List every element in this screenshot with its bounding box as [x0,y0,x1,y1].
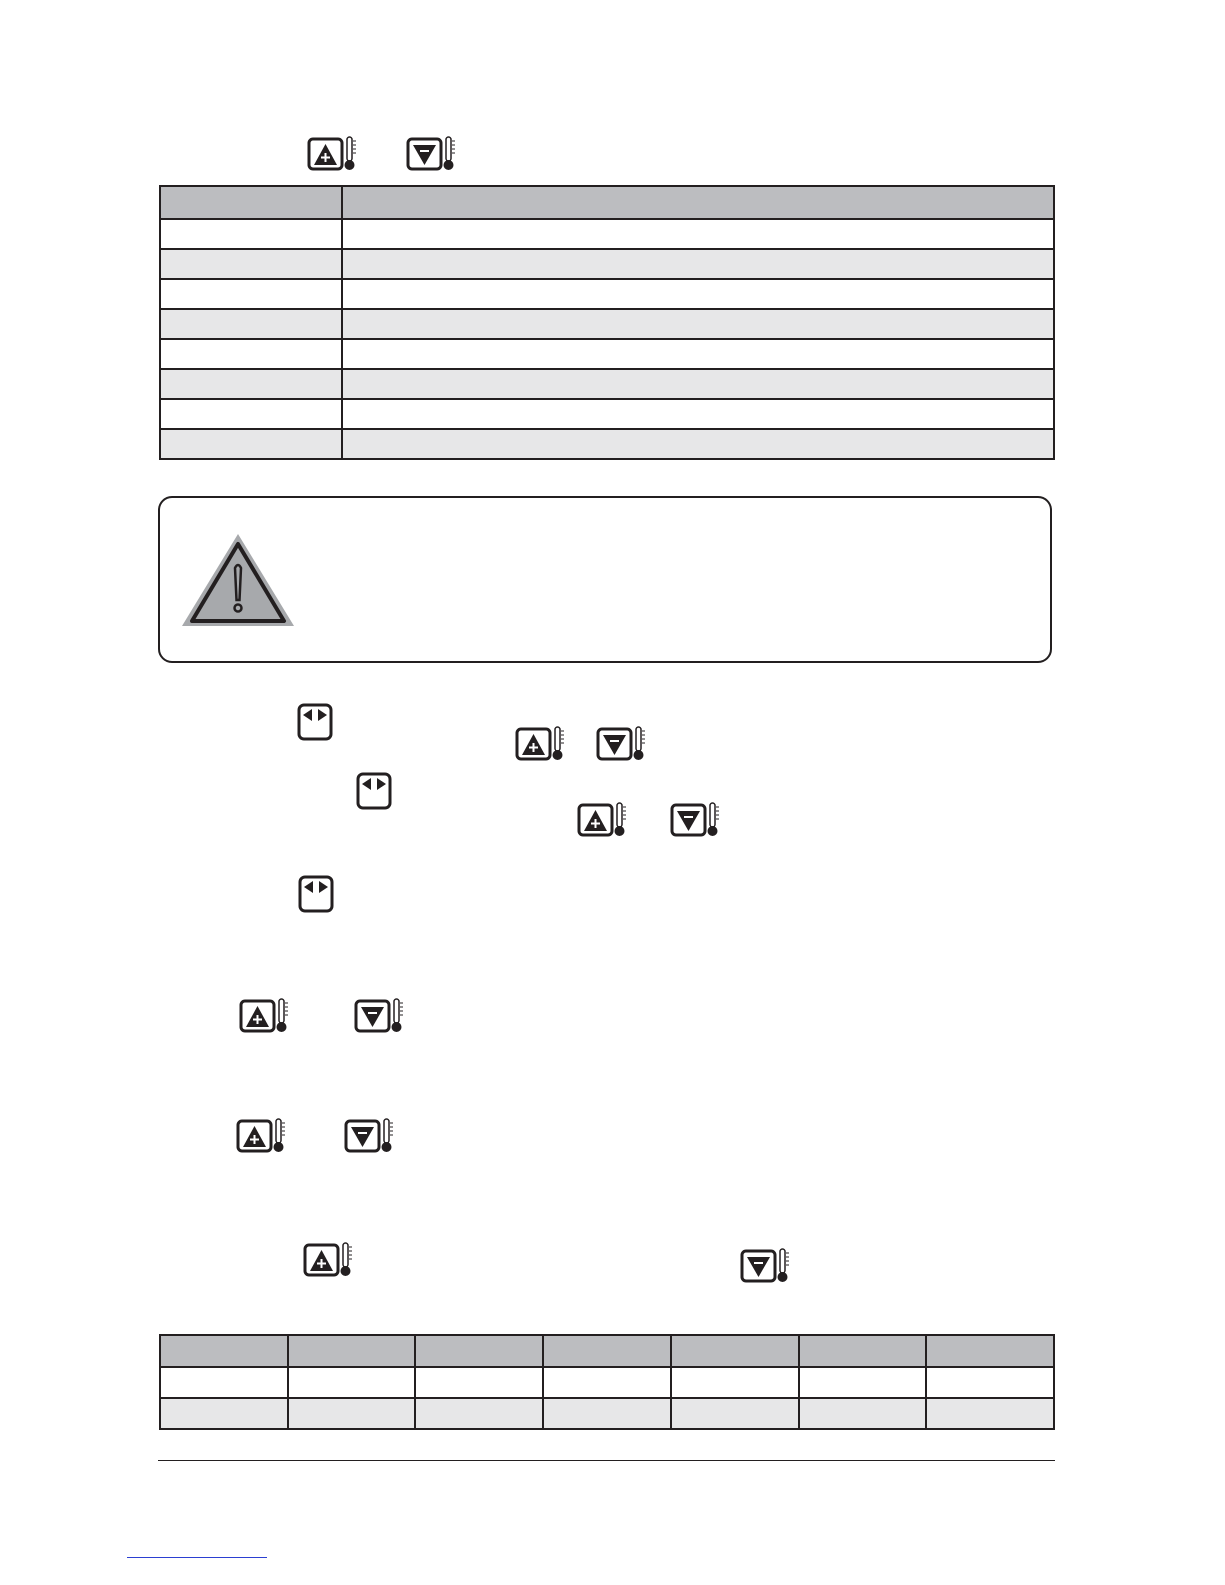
table-cell [160,339,342,369]
left-right-arrows-icon [298,875,334,913]
table-cell [799,1367,927,1398]
temp-up-icon [307,136,361,172]
table-cell [160,1398,288,1429]
table-cell [342,249,1054,279]
table-row [160,369,1054,399]
warning-box [158,496,1052,663]
table-cell [543,1398,671,1429]
temp-down-icon [740,1248,794,1284]
table-cell [342,279,1054,309]
table-cell [671,1367,799,1398]
table-header-cell [415,1335,543,1367]
table-row [160,309,1054,339]
table-cell [543,1367,671,1398]
table-cell [342,309,1054,339]
table-row [160,339,1054,369]
left-right-arrows-icon [297,703,333,741]
temp-down-icon [354,998,408,1034]
table-cell [342,369,1054,399]
table-cell [415,1398,543,1429]
table-cell [342,399,1054,429]
table-cell [160,309,342,339]
table-cell [926,1367,1054,1398]
table-header-cell [160,1335,288,1367]
table-header-cell [926,1335,1054,1367]
table-header-cell [799,1335,927,1367]
table-cell [160,399,342,429]
temp-up-icon [236,1118,290,1154]
table-cell [160,279,342,309]
table-row [160,279,1054,309]
table-cell [160,1367,288,1398]
table-cell [342,429,1054,459]
temp-down-icon [344,1118,398,1154]
table-cell [160,369,342,399]
temp-down-icon [406,136,460,172]
table-row [160,1367,1054,1398]
table-header-cell [342,186,1054,219]
temp-up-icon [515,726,569,762]
footer-link-underline[interactable] [127,1557,267,1558]
table-cell [926,1398,1054,1429]
table-cell [415,1367,543,1398]
table-header-cell [160,186,342,219]
table-cell [342,219,1054,249]
temp-up-icon [303,1242,357,1278]
table-cell [671,1398,799,1429]
footer-divider [158,1460,1055,1461]
table-row [160,429,1054,459]
table-cell [160,249,342,279]
table-row [160,249,1054,279]
table-header-cell [671,1335,799,1367]
settings-table [159,185,1055,460]
table-cell [288,1367,416,1398]
table-cell [342,339,1054,369]
table-row [160,1398,1054,1429]
table-row [160,219,1054,249]
temp-down-icon [596,726,650,762]
temp-up-icon [239,998,293,1034]
values-table [159,1334,1055,1430]
left-right-arrows-icon [356,772,392,810]
table-header-cell [543,1335,671,1367]
table-cell [288,1398,416,1429]
table-cell [160,429,342,459]
table-header-cell [288,1335,416,1367]
temp-down-icon [670,802,724,838]
warning-triangle-icon [180,532,296,628]
table-row [160,399,1054,429]
table-cell [160,219,342,249]
temp-up-icon [577,802,631,838]
table-cell [799,1398,927,1429]
